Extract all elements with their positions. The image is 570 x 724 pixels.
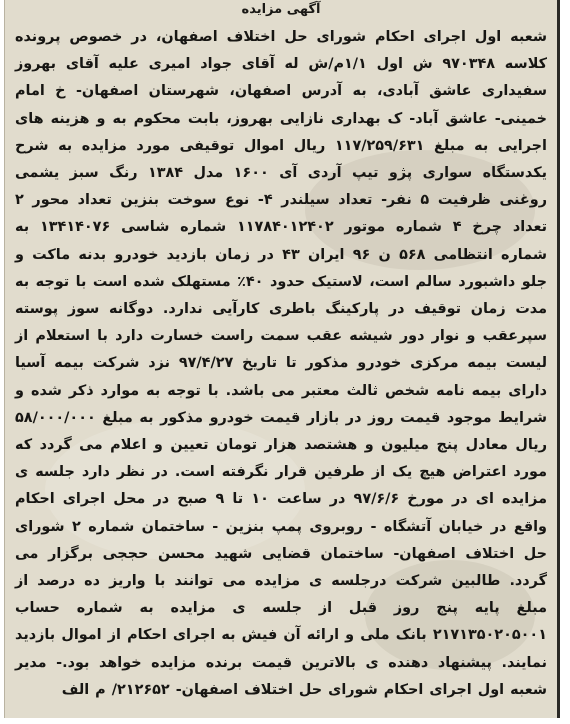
notice-body: شعبه اول اجرای احکام شورای حل اختلاف اصفهان، در خصوص پرونده کلاسه ۹۷۰۳۴۸ ش اول ۱/۱م/ش له آقای جواد امیری علیه آقای بهروز سفیداری عاشق آبادی، به آدرس اصفهان، شهرستان اصفهان- خ امام خمینی- عاشق آباد- ک بهداری نازایی بهروز، بابت محکوم به و هزینه های اجرایی به مبلغ ۱۱۷/۲۵۹/۶۳۱ ریال اموال توقیفی مورد مزایده به شرح یکدستگاه سواری پژو تیپ آردی آی ۱۶۰۰ مدل ۱۳۸۴ رنگ سبز یشمی روغنی ظرفیت ۵ نفر- تعداد سیلندر ۴- نوع سوخت بنزین تعداد محور ۲ تعداد چرخ ۴ شماره موتور ۱۱۷۸۴۰۱۲۴۰۲ شماره شاسی ۱۳۴۱۴۰۷۶ به شماره انتظامی ۵۶۸ ن ۹۶ ایران ۴۳ در زمان بازدید خودرو بدنه ماکت و جلو داشبورد سالم است، لاستیک حدود ۴۰٪ مستهلک شده است با توجه به مدت زمان توقیف در پارکینگ باطری کارآیی ندارد. دوگانه سوز پوسته سپرعقب و نوار دور شیشه عقب سمت راست خسارت دارد با استعلام از لیست بیمه مرکزی خودرو مذکور تا تاریخ ۹۷/۴/۲۷ نزد شرکت بیمه آسیا دارای بیمه نامه شخص ثالث معتبر می باشد. با توجه به موارد ذکر شده و شرایط موجود قیمت روز در بازار قیمت خودرو مذکور به مبلغ ۵۸/۰۰۰/۰۰۰ ریال معادل پنج میلیون و هشتصد هزار تومان تعیین و اعلام می گردد که مورد اعتراض هیچ یک از طرفین قرار نگرفته است. در نظر دارد جلسه ی مزایده ای در مورخ ۹۷/۶/۶ در ساعت ۱۰ تا ۹ صبح در محل اجرای احکام واقع در خیابان آتشگاه - روبروی پمپ بنزین - ساختمان شماره ۲ شورای حل اختلاف اصفهان- ساختمان قضایی شهید محسن حججی برگزار می گردد. طالبین شرکت درجلسه ی مزایده می توانند با واریز ده درصد از مبلغ پایه پنج روز قبل از جلسه ی مزایده به شماره حساب ۲۱۷۱۳۵۰۲۰۵۰۰۱ بانک ملی و ارائه آن فیش به اجرای احکام از اموال بازدید نمایند. پیشنهاد دهنده ی بالاترین قیمت برنده مزایده خواهد بود.- مدیر شعبه اول اجرای احکام شورای حل اختلاف اصفهان- ۲۱۲۶۵۲/ م الف [15,29,548,698]
notice-title: آگهی مزایده [241,2,321,17]
auction-notice-clipping [4,0,560,718]
